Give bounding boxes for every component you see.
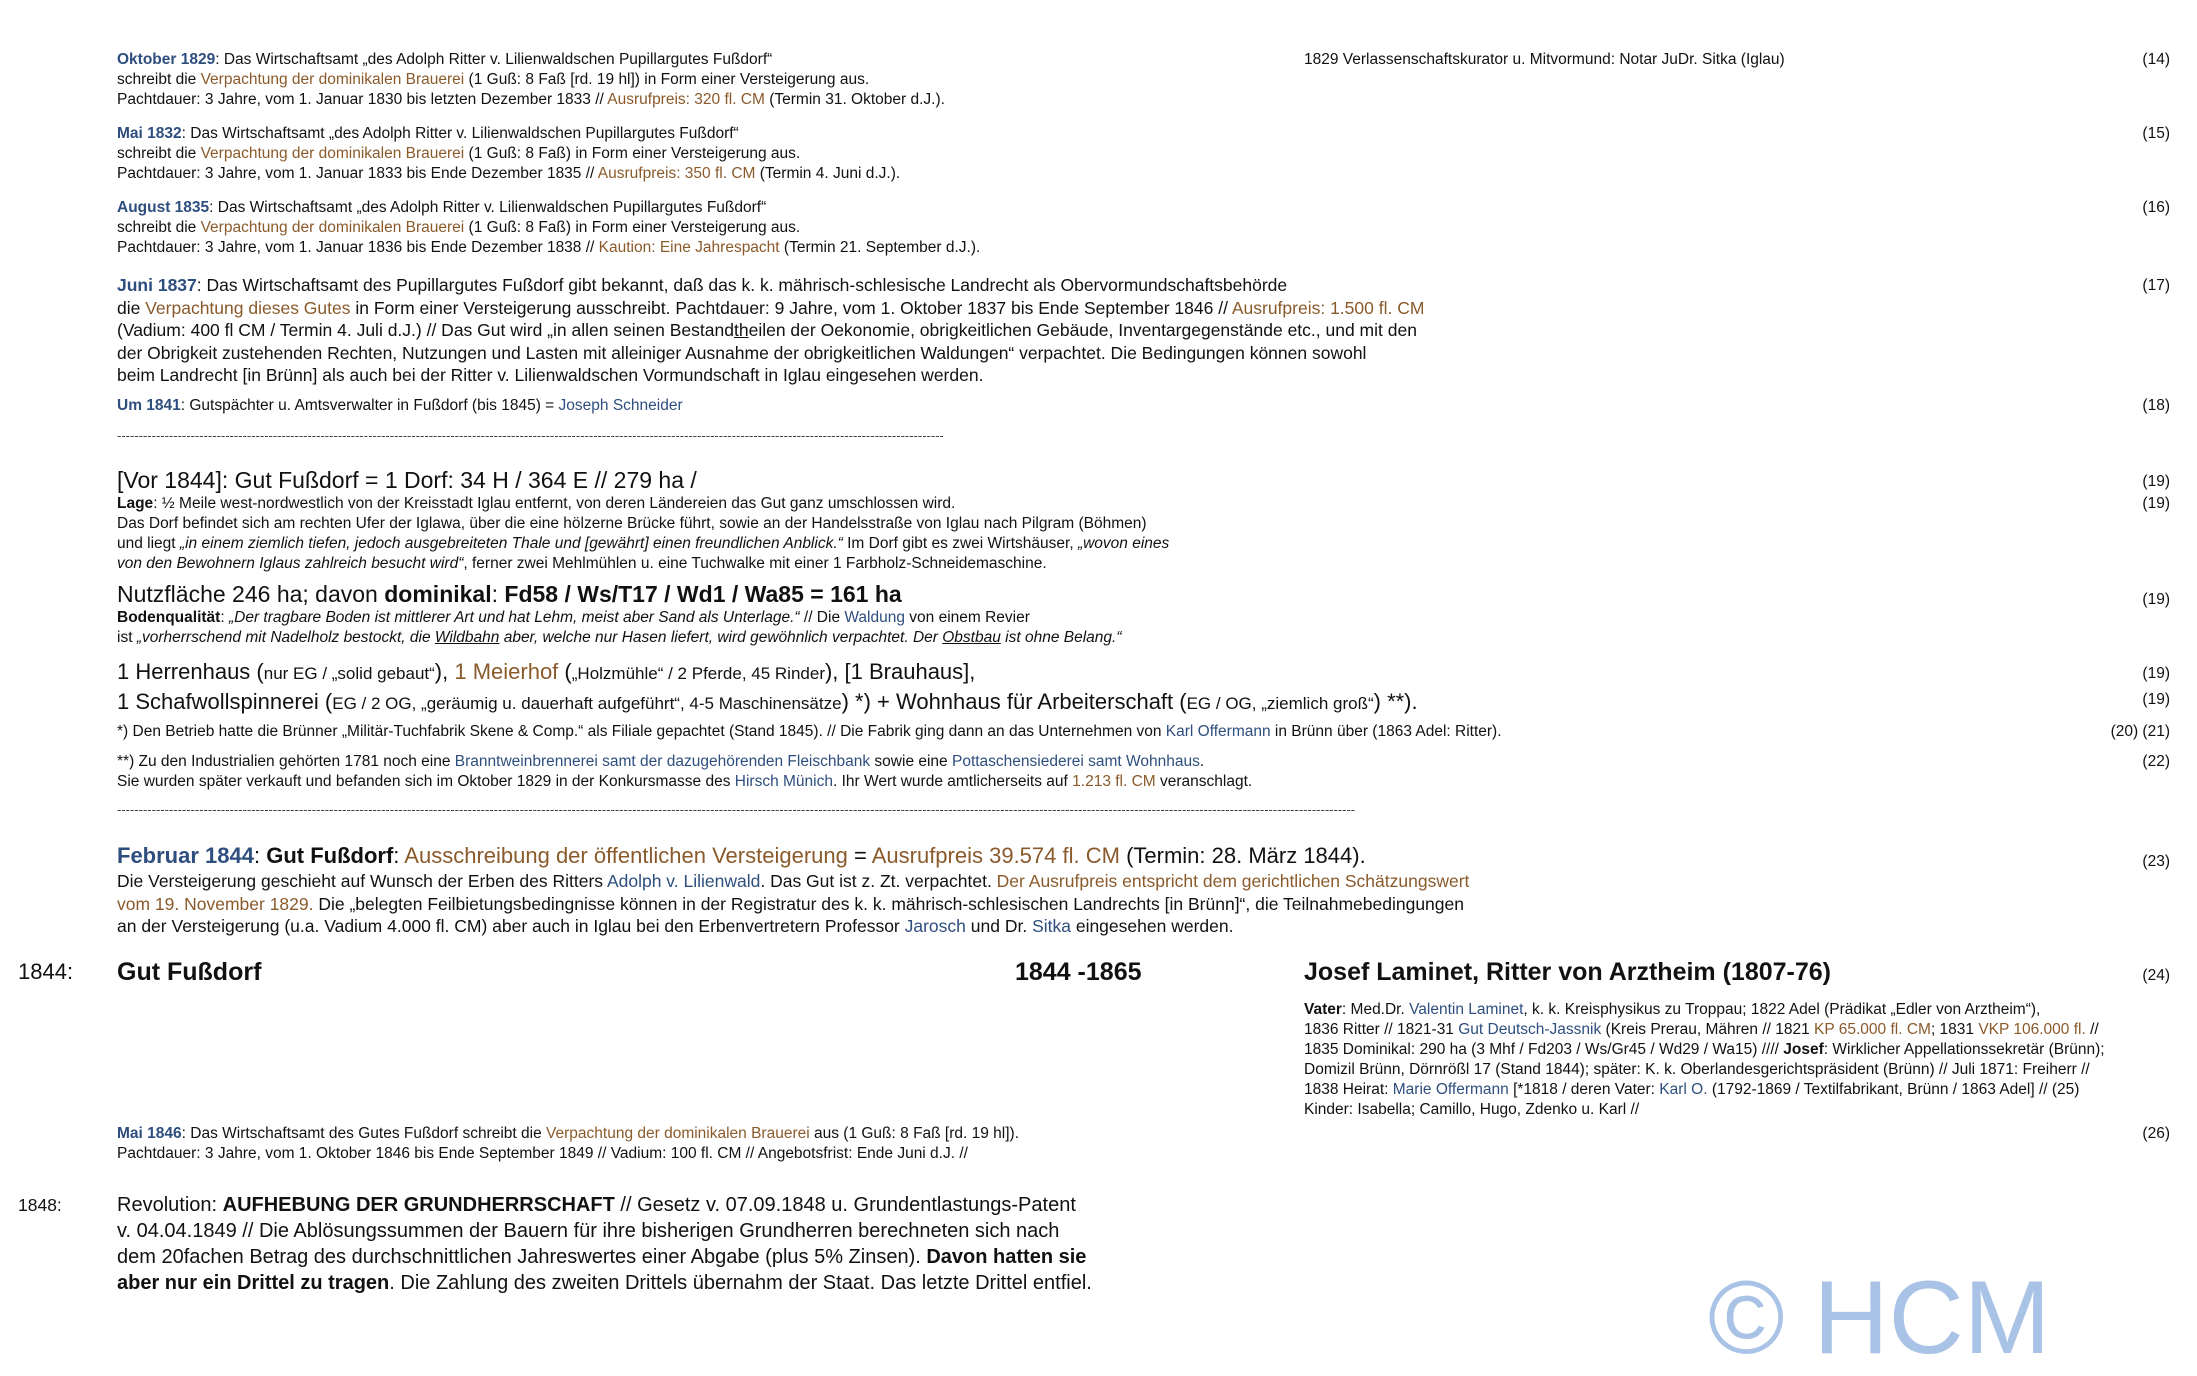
entry-text: Sie wurden später verkauft und befanden sich im Oktober 1829 in der Konkursmasse des — [117, 773, 735, 790]
entry-text: von einem Revier — [904, 609, 1030, 626]
entry-text: dem 20fachen Betrag des durchschnittlichen Jahreswertes einer Abgabe (plus 5% Zinsen). — [117, 1246, 927, 1268]
entry-text: [*1818 / deren Vater: — [1508, 1081, 1660, 1098]
footnote-ref: (18) — [2142, 397, 2170, 414]
entry-date: Juni 1837 — [117, 275, 197, 295]
side-note: 1829 Verlassenschaftskurator u. Mitvormund: Notar JuDr. Sitka (Iglau) — [1304, 51, 1785, 68]
person-link: Karl Offermann — [1165, 723, 1271, 740]
entry-text: Kinder: Isabella; Camillo, Hugo, Zdenko u. Karl // — [1304, 1101, 1640, 1118]
entry-date: Mai 1846 — [117, 1125, 182, 1142]
bold-text: dominikal — [384, 581, 492, 607]
entry-date: Februar 1844 — [117, 843, 254, 868]
entry-text: : ½ Meile west-nordwestlich von der Kreisstadt Iglau entfernt, von deren Ländereien das Gut ganz umschlossen wird. — [153, 495, 956, 512]
footnote-ref: (19) — [2142, 473, 2170, 490]
footnote-ref: (24) — [2142, 967, 2170, 984]
footnote-2 — [117, 752, 1657, 792]
entry-text: eingesehen werden. — [1070, 916, 1234, 936]
entry-text: : Das Wirtschaftsamt „des Adolph Ritter v. Lilienwaldschen Pupillargutes Fußdorf“ — [209, 199, 767, 216]
price-text: Ausrufpreis 39.574 fl. CM — [871, 843, 1120, 868]
entry-text: . — [1199, 753, 1205, 770]
entry-text: : — [253, 843, 267, 868]
price-text: VKP 106.000 fl. — [1978, 1021, 2086, 1038]
entry-text: : Med.Dr. — [1341, 1001, 1410, 1018]
entry-text: Die Versteigerung geschieht auf Wunsch der Erben des Ritters — [117, 871, 607, 891]
entry-text: Im Dorf gibt es zwei Wirtshäuser, — [842, 535, 1078, 552]
entry-text: (Termin 21. September d.J.). — [779, 239, 981, 256]
person-link: Karl O. — [1659, 1081, 1708, 1098]
entry-text: , ferner zwei Mehlmühlen u. eine Tuchwalke mit einer 1 Farbholz-Schneidemaschine. — [463, 555, 1047, 572]
entry-text: 1838 Heirat: — [1304, 1081, 1393, 1098]
entry-text: veranschlagt. — [1155, 773, 1253, 790]
highlight-text: Der Ausrufpreis entspricht dem gerichtlichen Schätzungswert — [996, 871, 1470, 891]
section-heading: [Vor 1844]: Gut Fußdorf = 1 Dorf: 34 H / 364 E // 279 ha / — [117, 467, 697, 493]
entry-text: **) Zu den Industrialien gehörten 1781 noch eine — [117, 753, 455, 770]
highlight-text: Verpachtung der dominikalen Brauerei — [200, 145, 465, 162]
person-link: Hirsch Münich — [734, 773, 833, 790]
entry-text: // — [2085, 1021, 2099, 1038]
highlight-text: Ausschreibung der öffentlichen Versteigerung — [404, 843, 848, 868]
entry-text: EG / OG, „ziemlich groß“ — [1186, 694, 1374, 713]
entry-text: und Dr. — [965, 916, 1033, 936]
entry-text: *) Den Betrieb hatte die Brünner „Militär-Tuchfabrik Skene & Comp.“ als Filiale gepachtet (Stand 1845). // Die Fabrik ging dann an das Unternehmen von — [117, 723, 1166, 740]
price-text: 1.213 fl. CM — [1072, 773, 1156, 790]
entry-text: „Holzmühle“ / 2 Pferde, 45 Rinder — [571, 664, 825, 683]
quote-text: von den Bewohnern Iglaus zahlreich besucht wird“ — [117, 555, 464, 572]
entry-text: (Kreis Prerau, Mähren // 1821 — [1601, 1021, 1815, 1038]
entry-august-1835 — [117, 198, 1657, 258]
nutzflaeche-block — [117, 580, 1657, 648]
footnote-ref: (26) — [2142, 1125, 2170, 1142]
entry-date: Mai 1832 — [117, 125, 182, 142]
entry-text: // Gesetz v. 07.09.1848 u. Grundentlastungs-Patent — [614, 1194, 1076, 1216]
link-text: Pottaschensiederei samt Wohnhaus — [951, 753, 1200, 770]
highlight-text: Verpachtung der dominikalen Brauerei — [200, 219, 465, 236]
entry-text: ), [1 Brauhaus], — [824, 659, 976, 684]
entry-text: : Das Wirtschaftsamt „des Adolph Ritter v. Lilienwaldschen Pupillargutes Fußdorf“ — [215, 51, 773, 68]
quote-text: „vorherrschend mit Nadelholz bestockt, die — [136, 629, 435, 646]
highlight-text: Verpachtung der dominikalen Brauerei — [200, 71, 465, 88]
entry-text: : — [491, 581, 505, 607]
entry-text: Pachtdauer: 3 Jahre, vom 1. Januar 1833 bis Ende Dezember 1835 // — [117, 165, 598, 182]
entry-text: . Das Gut ist z. Zt. verpachtet. — [760, 871, 997, 891]
entry-text: (Termin 4. Juni d.J.). — [755, 165, 901, 182]
bold-text: Fd58 / Ws/T17 / Wd1 / Wa85 = 161 ha — [504, 581, 902, 607]
entry-text: (Termin 31. Oktober d.J.). — [764, 91, 945, 108]
entry-text: Die „belegten Feilbietungsbedingnisse können in der Registratur des k. k. mährisch-schlesischen Landrechts [in Brünn]“, die Teilnahmebedingungen — [313, 893, 1464, 914]
entry-text: ) **). — [1373, 689, 1418, 714]
link-text: Waldung — [844, 609, 905, 626]
entry-text: , k. k. Kreisphysikus zu Troppau; 1822 Adel (Prädikat „Edler von Arztheim“), — [1523, 1001, 2041, 1018]
entry-text: schreibt die — [117, 219, 201, 236]
entry-text: schreibt die — [117, 71, 201, 88]
entry-text: ) *) + Wohnhaus für Arbeiterschaft ( — [841, 689, 1187, 714]
person-link: Jarosch — [904, 916, 966, 936]
entry-date: August 1835 — [117, 199, 210, 216]
label-bodenqualitaet: Bodenqualität — [117, 609, 221, 626]
entry-text: (1792-1869 / Textilfabrikant, Brünn / 1863 Adel] // (25) — [1707, 1081, 2080, 1098]
entry-text: ; 1831 — [1930, 1021, 1979, 1038]
estate-name: Gut Fußdorf — [266, 843, 394, 868]
price-text: Ausrufpreis: 350 fl. CM — [597, 165, 756, 182]
entry-text: schreibt die — [117, 145, 201, 162]
entry-date: Um 1841 — [117, 397, 181, 414]
entry-text: beim Landrecht [in Brünn] als auch bei der Ritter v. Lilienwaldschen Vormundschaft in Iglau eingesehen werden. — [117, 365, 984, 385]
entry-mai-1846 — [117, 1124, 1657, 1164]
bold-text: Davon hatten sie — [926, 1246, 1087, 1268]
entry-text: : Das Wirtschaftsamt „des Adolph Ritter v. Lilienwaldschen Pupillargutes Fußdorf“ — [181, 125, 739, 142]
price-text: Ausrufpreis: 320 fl. CM — [607, 91, 765, 108]
entry-text: 1 Herrenhaus ( — [117, 659, 264, 684]
highlight-text: Verpachtung der dominikalen Brauerei — [546, 1125, 810, 1142]
entry-mai-1832 — [117, 124, 1657, 184]
entry-text: ( — [558, 659, 572, 684]
entry-text: (1 Guß: 8 Faß) in Form einer Versteigerung aus. — [464, 219, 801, 236]
entry-text: eilen der Oekonomie, obrigkeitlichen Gebäude, Inventargegenstände etc., und mit den — [748, 320, 1417, 340]
price-text: Ausrufpreis: 1.500 fl. CM — [1231, 297, 1425, 318]
year-label: 1848: — [18, 1195, 62, 1215]
highlight-text: Verpachtung dieses Gutes — [145, 297, 351, 318]
estate-title: Gut Fußdorf — [117, 958, 262, 986]
owner-name: Josef Laminet, Ritter von Arztheim (1807-76) — [1304, 958, 1831, 986]
bold-text: Josef — [1783, 1041, 1824, 1058]
price-text: KP 65.000 fl. CM — [1814, 1021, 1931, 1038]
footnote-ref: (22) — [2142, 753, 2170, 770]
quote-text: Wildbahn — [434, 629, 500, 646]
person-link: Joseph Schneider — [558, 397, 683, 414]
underlined-text: th — [733, 320, 749, 340]
price-text: Kaution: Eine Jahrespacht — [598, 239, 780, 256]
link-text: Branntweinbrennerei samt der dazugehörenden Fleischbank — [454, 753, 871, 770]
entry-text: = — [847, 843, 872, 868]
entry-text: : — [393, 843, 405, 868]
entry-text: : — [220, 609, 229, 626]
link-text: Gut Deutsch-Jassnik — [1458, 1021, 1602, 1038]
bold-text: AUFHEBUNG DER GRUNDHERRSCHAFT — [222, 1194, 615, 1216]
entry-text: : Wirklicher Appellationssekretär (Brünn); — [1823, 1041, 2105, 1058]
entry-text: Pachtdauer: 3 Jahre, vom 1. Oktober 1846 bis Ende September 1849 // Vadium: 100 fl. CM // Angebotsfrist: Ende Juni d.J. // — [117, 1145, 968, 1162]
entry-text: Das Dorf befindet sich am rechten Ufer der Iglawa, über die eine hölzerne Brücke führt, sowie an der Handelsstraße von Iglau nach Pilgram (Böhmen) — [117, 515, 1147, 532]
entry-juni-1837 — [117, 274, 1657, 387]
entry-1848 — [117, 1192, 1657, 1296]
entry-text: Domizil Brünn, Dörnrößl 17 (Stand 1844); später: K. k. Oberlandesgerichtspräsident (Brünn) // Juli 1871: Freiherr // — [1304, 1061, 2090, 1078]
entry-text: // Die — [799, 609, 845, 626]
entry-date: Oktober 1829 — [117, 51, 216, 68]
entry-text: in Form einer Versteigerung ausschreibt. Pachtdauer: 9 Jahre, vom 1. Oktober 1837 bis Ende September 1846 // — [350, 297, 1232, 318]
entry-text: an der Versteigerung (u.a. Vadium 4.000 fl. CM) aber auch in Iglau bei den Erbenvertretern Professor — [117, 916, 905, 936]
entry-text: Revolution: — [117, 1194, 223, 1216]
label-vater: Vater — [1304, 1001, 1342, 1018]
footnote-ref: (15) — [2142, 125, 2170, 142]
entry-text: die — [117, 297, 146, 318]
person-link: Valentin Laminet — [1409, 1001, 1524, 1018]
highlight-text: 1 Meierhof — [454, 659, 559, 684]
footnote-ref: (16) — [2142, 199, 2170, 216]
entry-text: 1835 Dominikal: 290 ha (3 Mhf / Fd203 / Ws/Gr45 / Wd29 / Wa15) //// — [1304, 1041, 1784, 1058]
highlight-text: vom 19. November 1829. — [117, 893, 314, 914]
footnote-ref: (17) — [2142, 277, 2170, 294]
owner-period: 1844 -1865 — [1015, 958, 1142, 986]
footnote-ref: (23) — [2142, 853, 2170, 870]
footnote-ref: (19) — [2142, 691, 2170, 708]
entry-text: Pachtdauer: 3 Jahre, vom 1. Januar 1836 bis Ende Dezember 1838 // — [117, 239, 599, 256]
entry-um-1841 — [117, 396, 1657, 416]
owner-details — [1304, 1000, 2184, 1120]
label-lage: Lage — [117, 495, 154, 512]
separator-line: ----------------------------------------------------------------------------------------------------------------------------------------------------------------------------------------------- — [117, 428, 944, 443]
entry-text: ist — [117, 629, 137, 646]
entry-text: in Brünn über (1863 Adel: Ritter). — [1270, 723, 1502, 740]
entry-text: Pachtdauer: 3 Jahre, vom 1. Januar 1830 bis letzten Dezember 1833 // — [117, 91, 608, 108]
entry-text: ), — [434, 659, 455, 684]
entry-text: nur EG / „solid gebaut“ — [263, 664, 435, 683]
entry-text: (Termin: 28. März 1844). — [1119, 843, 1366, 868]
year-label: 1844: — [18, 959, 74, 984]
quote-text: aber, welche nur Hasen liefert, wird gewöhnlich verpachtet. Der — [499, 629, 943, 646]
separator-line: ---------------------------------------------------------------------------------------------------------------------------------------------------------------------------------------------------------------------------------------------------------------------------------------------- — [117, 802, 1356, 817]
quote-text: „in einem ziemlich tiefen, jedoch ausgebreiteten Thale und [gewährt] einen freundlichen Anblick.“ — [179, 535, 843, 552]
footnote-ref: (19) — [2142, 665, 2170, 682]
entry-text: und liegt — [117, 535, 180, 552]
entry-text: der Obrigkeit zustehenden Rechten, Nutzungen und Lasten mit alleiniger Ausnahme der obrigkeitlichen Waldungen“ verpachtet. Die Bedingungen können sowohl — [117, 342, 1367, 363]
entry-text: : Gutspächter u. Amtsverwalter in Fußdorf (bis 1845) = — [180, 397, 559, 414]
entry-text: Nutzfläche 246 ha; davon — [117, 581, 385, 607]
entry-text: 1836 Ritter // 1821-31 — [1304, 1021, 1459, 1038]
footnote-ref: (19) — [2142, 591, 2170, 608]
entry-text: v. 04.04.1849 // Die Ablösungssummen der Bauern für ihre bisherigen Grundherren berechneten sich nach — [117, 1220, 1060, 1242]
entry-text: (1 Guß: 8 Faß) in Form einer Versteigerung aus. — [464, 145, 801, 162]
entry-text: (1 Guß: 8 Faß [rd. 19 hl]) in Form einer Versteigerung aus. — [464, 71, 870, 88]
copyright-watermark: © HCM — [1708, 1260, 2051, 1376]
bold-text: aber nur ein Drittel zu tragen — [117, 1272, 390, 1294]
quote-text: Obstbau — [942, 629, 1001, 646]
entry-text: : Das Wirtschaftsamt des Gutes Fußdorf schreibt die — [181, 1125, 547, 1142]
entry-text: . Die Zahlung des zweiten Drittels übernahm der Staat. Das letzte Drittel entfiel. — [389, 1272, 1092, 1294]
entry-text: EG / 2 OG, „geräumig u. dauerhaft aufgeführt“, 4-5 Maschinensätze — [332, 694, 842, 713]
entry-text: 1 Schafwollspinnerei ( — [117, 689, 333, 714]
entry-text: sowie eine — [870, 753, 952, 770]
entry-text: aus (1 Guß: 8 Faß [rd. 19 hl]). — [809, 1125, 1020, 1142]
person-link: Sitka — [1032, 916, 1071, 936]
person-link: Marie Offermann — [1392, 1081, 1509, 1098]
footnote-ref: (19) — [2142, 495, 2170, 512]
footnote-ref: (20) (21) — [2110, 723, 2170, 740]
quote-text: ist ohne Belang.“ — [1000, 629, 1122, 646]
section-vor-1844 — [117, 466, 1657, 574]
person-link: Adolph v. Lilienwald — [606, 871, 761, 891]
footnote-ref: (14) — [2142, 51, 2170, 68]
quote-text: „wovon eines — [1077, 535, 1170, 552]
buildings-block — [117, 658, 1657, 718]
entry-text: (Vadium: 400 fl CM / Termin 4. Juli d.J.) // Das Gut wird „in allen seinen Bestand — [117, 320, 734, 340]
entry-februar-1844 — [117, 842, 1657, 938]
entry-text: : Das Wirtschaftsamt des Pupillargutes Fußdorf gibt bekannt, daß das k. k. mährisch-schlesische Landrecht als Obervormundschaftsbehörde — [196, 275, 1288, 295]
quote-text: „Der tragbare Boden ist mittlerer Art und hat Lehm, meist aber Sand als Unterlage.“ — [228, 609, 800, 626]
footnote-1 — [117, 722, 1657, 742]
entry-text: . Ihr Wert wurde amtlicherseits auf — [832, 773, 1073, 790]
